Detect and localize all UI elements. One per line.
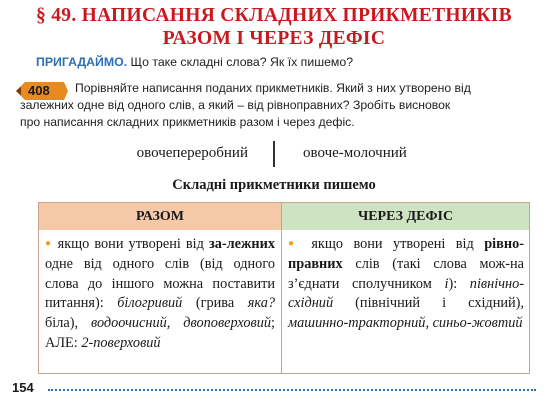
title-line-2: РАЗОМ І ЧЕРЕЗ ДЕФІС <box>162 28 386 49</box>
rule-text: біла), <box>45 315 91 332</box>
page-number: 154 <box>12 380 34 395</box>
word-separator <box>273 141 275 167</box>
bullet-icon: ● <box>45 238 53 249</box>
exercise-text <box>20 80 532 131</box>
rule-together <box>45 234 275 354</box>
rule-text: якщо вони утворені від <box>311 236 485 252</box>
title-line-1: § 49. НАПИСАННЯ СКЛАДНИХ ПРИКМЕТНИКІВ <box>36 5 512 26</box>
example-word: північно-східний <box>288 275 525 312</box>
recall-prompt <box>36 55 353 69</box>
example-question: яка? <box>247 295 275 312</box>
exercise-number: 408 <box>28 83 50 98</box>
bullet-icon: ● <box>288 238 301 249</box>
column-divider <box>281 203 282 373</box>
section-title <box>0 4 548 50</box>
conjunction: і <box>444 275 449 292</box>
recall-label: ПРИГАДАЙМО. <box>36 55 128 69</box>
rules-table <box>38 202 530 374</box>
page-footer <box>0 378 548 400</box>
exercise-line-1: Порівняйте написання поданих прикметників. Який з них утворено від <box>75 81 471 95</box>
rule-keyword: за-лежних <box>209 236 276 252</box>
example-words: машинно-тракторний, синьо-жовтий <box>288 315 523 332</box>
word-pair <box>0 141 548 167</box>
rule-text: одне від одного слів (від одного слова до іншого можна поставити питання): <box>45 255 275 312</box>
table-caption: Складні прикметники пишемо <box>172 177 376 193</box>
rule-text: ): <box>448 275 470 292</box>
example-words: водоочисний, двоповерховий <box>90 315 272 332</box>
rule-text: якщо вони утворені від <box>57 236 209 252</box>
rule-text: (північний і східний), <box>333 295 524 312</box>
word-right: овоче-молочний <box>303 145 407 161</box>
column-header-together: РАЗОМ <box>39 203 281 230</box>
example-word: білогривий <box>117 295 183 312</box>
rule-text: ; АЛЕ: <box>45 315 275 351</box>
rule-text: (грива <box>182 295 248 312</box>
rule-keyword: рівно-правних <box>288 236 524 272</box>
word-left: овочепереробний <box>136 145 248 161</box>
rule-hyphen <box>288 234 524 334</box>
recall-text: Що таке складні слова? Як їх пишемо? <box>127 55 354 69</box>
exercise-line-3: про написання складних прикметників разом і через дефіс. <box>20 115 355 129</box>
column-header-hyphen: ЧЕРЕЗ ДЕФІС <box>282 203 529 230</box>
exercise-line-2: залежних одне від одного слів, а який – від рівноправних? Зробіть висновок <box>20 98 451 112</box>
example-exception: 2-поверховий <box>81 334 161 351</box>
rule-text: слів (такі слова мож-на з’єднати сполучником <box>288 255 524 292</box>
dotted-rule <box>48 389 536 391</box>
